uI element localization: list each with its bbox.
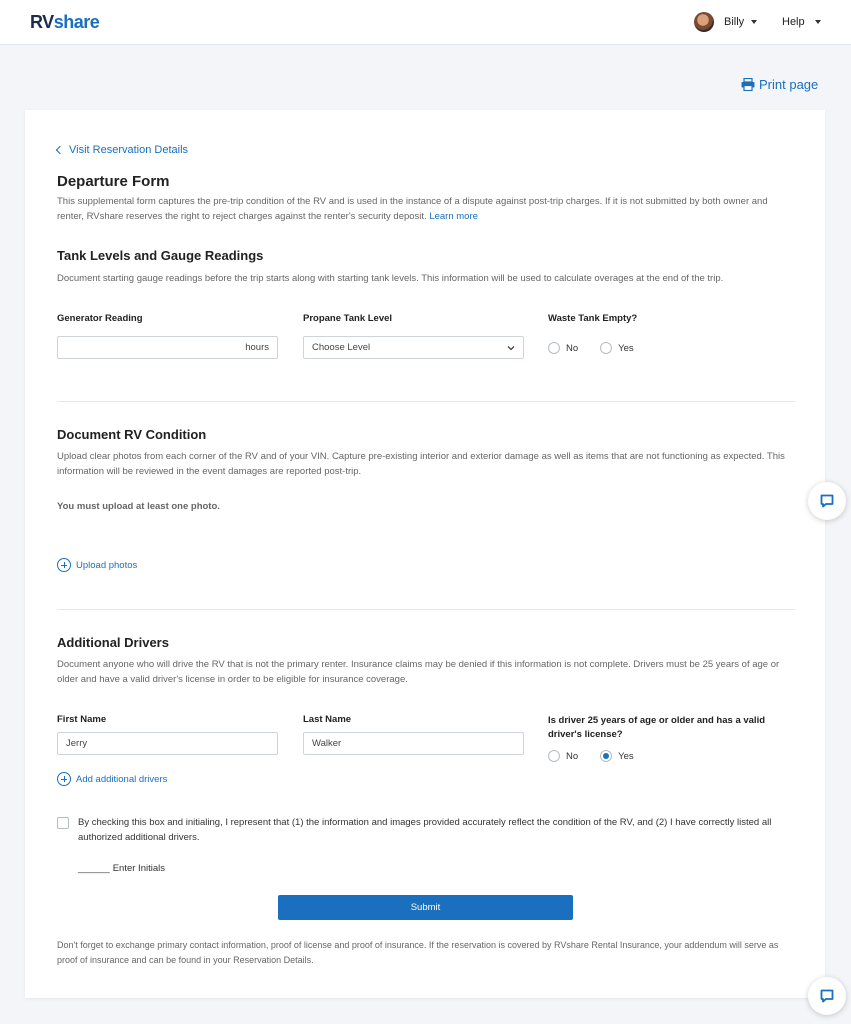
waste-tank-empty-label: Waste Tank Empty? [548, 313, 638, 324]
footer-note: Don't forget to exchange primary contact information, proof of license and proof of insurance. If the reservation is covered by RVshare Rental Insurance, your addendum will serve as proof of insurance and can be found in your Reservation Details. [57, 940, 779, 965]
initials-blank: ______ [78, 863, 110, 874]
drivers-section-description: Document anyone who will drive the RV that is not the primary renter. Insurance claims may be denied if this information is not complete. Drivers must be 25 years of age or older and have a valid driver's license in order to be eligible for insurance coverage. [57, 659, 780, 685]
add-circle-icon [57, 772, 71, 786]
waste-no-label: No [566, 342, 579, 354]
age-no-radio[interactable] [548, 750, 560, 762]
visit-reservation-details-link[interactable] [57, 144, 188, 156]
waste-yes-radio[interactable] [600, 342, 612, 354]
driver-age-radio-group [548, 750, 634, 762]
user-menu[interactable] [694, 12, 757, 32]
driver-age-question: Is driver 25 years of age or older and has a valid driver's license? [548, 715, 766, 740]
printer-icon [741, 78, 755, 91]
rvshare-logo[interactable]: RVshare [30, 12, 100, 32]
waste-tank-radio-group [548, 342, 634, 354]
help-label: Help [782, 16, 805, 28]
chat-button[interactable] [808, 977, 846, 1015]
section-divider [57, 401, 795, 402]
last-name-label: Last Name [303, 714, 352, 725]
chevron-down-icon [751, 20, 757, 24]
first-name-value: Jerry [66, 738, 88, 749]
add-circle-icon [57, 558, 71, 572]
help-menu[interactable] [782, 16, 821, 28]
hours-unit: hours [245, 342, 269, 353]
chat-bubble-icon [819, 493, 835, 509]
propane-tank-level-label: Propane Tank Level [303, 313, 393, 324]
agreement-text: By checking this box and initialing, I represent that (1) the information and images provided accurately reflect the condition of the RV, and (2) I have correctly listed all authorized additional drivers. [78, 817, 772, 843]
page-title: Departure Form [57, 173, 170, 190]
initials-label: Enter Initials [112, 863, 165, 874]
back-link-label: Visit Reservation Details [69, 144, 189, 156]
chevron-down-icon [507, 345, 515, 351]
top-navigation-bar [0, 0, 851, 45]
add-additional-drivers-button[interactable] [57, 772, 167, 786]
tank-section-heading: Tank Levels and Gauge Readings [57, 248, 264, 263]
chat-button[interactable] [808, 482, 846, 520]
waste-no-radio[interactable] [548, 342, 560, 354]
section-divider [57, 609, 795, 610]
departure-form-card [25, 110, 825, 998]
chat-bubble-icon [819, 988, 835, 1004]
age-yes-label: Yes [618, 750, 634, 762]
intro-text: This supplemental form captures the pre-trip condition of the RV and is used in the instance of a dispute against post-trip charges. If it is not submitted by both owner and renter, RVshare reserves the right to reject charges against the renter's security deposit. Learn more [57, 196, 768, 222]
add-drivers-label: Add additional drivers [76, 773, 168, 785]
last-name-input[interactable] [303, 732, 524, 755]
user-name: Billy [724, 16, 745, 28]
propane-tank-level-select[interactable] [303, 336, 524, 359]
age-yes-radio[interactable] [600, 750, 612, 762]
tank-section-description: Document starting gauge readings before the trip starts along with starting tank levels. This information will be used to calculate overages at the end of the trip. [57, 273, 724, 284]
first-name-label: First Name [57, 714, 107, 725]
waste-yes-label: Yes [618, 342, 634, 354]
generator-reading-input[interactable] [57, 336, 278, 359]
age-no-label: No [566, 750, 579, 762]
last-name-value: Walker [312, 738, 342, 749]
propane-selected-value: Choose Level [312, 342, 371, 353]
upload-warning: You must upload at least one photo. [57, 501, 220, 512]
agreement-checkbox[interactable] [57, 817, 69, 829]
generator-reading-label: Generator Reading [57, 313, 143, 324]
upload-photos-label: Upload photos [76, 559, 138, 571]
drivers-section-heading: Additional Drivers [57, 635, 169, 650]
first-name-input[interactable] [57, 732, 278, 755]
print-page-label: Print page [759, 77, 819, 92]
submit-button[interactable]: Submit [278, 895, 573, 920]
chevron-down-icon [815, 20, 821, 24]
condition-section-heading: Document RV Condition [57, 427, 207, 442]
chevron-left-icon [56, 146, 64, 154]
avatar [694, 12, 714, 32]
learn-more-link[interactable]: Learn more [429, 211, 478, 222]
initials-field[interactable] [78, 863, 165, 874]
upload-photos-button[interactable] [57, 558, 137, 572]
condition-section-description: Upload clear photos from each corner of the RV and of your VIN. Capture pre-existing interior and exterior damage as well as items that are not functioning as expected. This information will be reviewed in the event damages are reported post-trip. [57, 451, 785, 477]
print-page-link[interactable] [741, 77, 818, 92]
